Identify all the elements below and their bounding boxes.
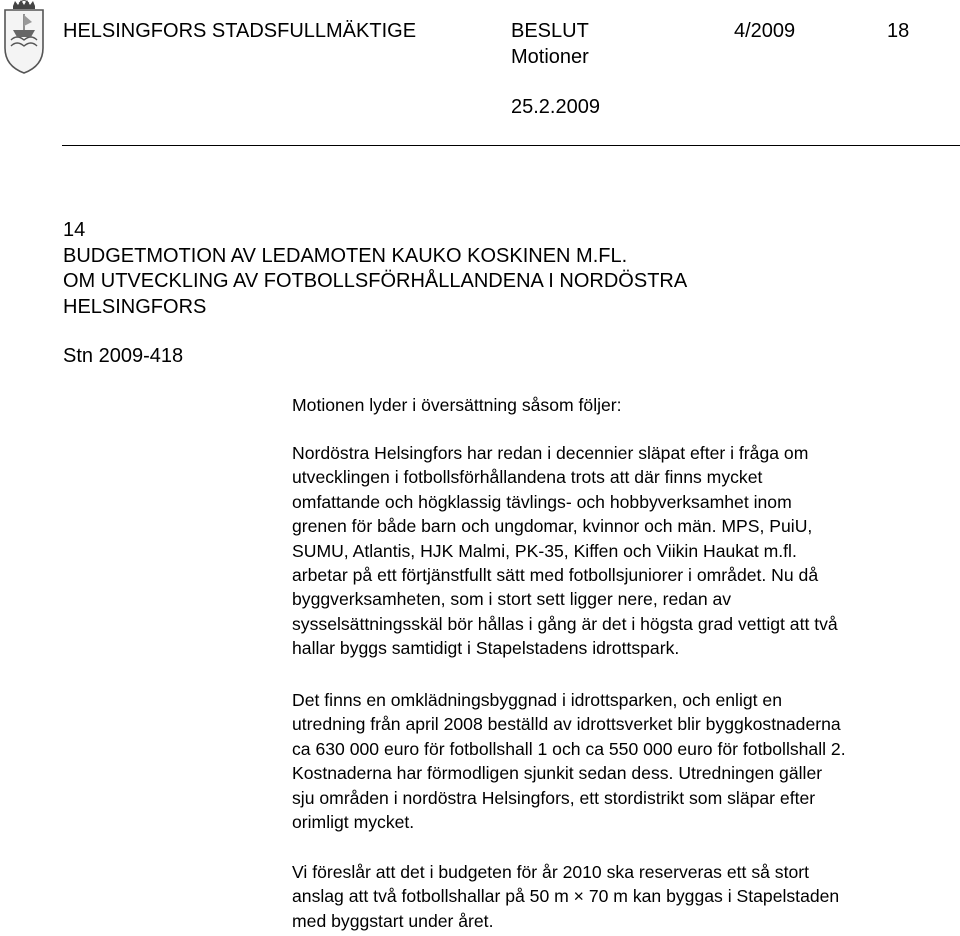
organization-name: HELSINGFORS STADSFULLMÄKTIGE [63, 20, 417, 42]
motion-intro: Motionen lyder i översättning såsom följer: [292, 395, 622, 415]
decision-label: BESLUT [511, 20, 589, 42]
paragraph-line: utredning från april 2008 beställd av idrottsverket blir byggkostnaderna [292, 714, 841, 735]
paragraph-line: arbetar på ett förtjänstfullt sätt med fotbollsjuniorer i området. Nu då [292, 565, 819, 586]
item-title-line: HELSINGFORS [63, 296, 207, 318]
item-reference: Stn 2009-418 [63, 345, 184, 367]
header-divider [62, 145, 960, 146]
item-title-line: BUDGETMOTION AV LEDAMOTEN KAUKO KOSKINEN M.FL. [63, 245, 628, 267]
paragraph-line: hallar byggs samtidigt i Stapelstadens idrottspark. [292, 638, 680, 659]
paragraph-line: utvecklingen i fotbollsförhållandena trots att där finns mycket [292, 467, 763, 488]
paragraph-line: Nordöstra Helsingfors har redan i decennier släpat efter i fråga om [292, 443, 809, 463]
paragraph-3 [292, 860, 960, 933]
paragraph-line: omfattande och högklassig tävlings- och hobbyverksamhet inom [292, 491, 792, 512]
paragraph-2 [292, 688, 960, 834]
helsinki-crest-icon [0, 0, 48, 74]
item-number: 14 [63, 219, 86, 241]
paragraph-line: byggverksamheten, som i stort sett ligger nere, redan av [292, 589, 732, 610]
paragraph-line: Vi föreslår att det i budgeten för år 2010 ska reserveras ett så stort [292, 862, 810, 882]
paragraph-line: sysselsättningsskäl bör hållas i gång är det i högsta grad vettigt att två [292, 613, 838, 634]
page-number: 18 [887, 20, 910, 42]
paragraph-line: orimligt mycket. [292, 812, 415, 833]
paragraph-line: Kostnaderna har förmodligen sjunkit sedan dess. Utredningen gäller [292, 763, 823, 784]
paragraph-line: Det finns en omklädningsbyggnad i idrottsparken, och enligt en [292, 690, 782, 710]
paragraph-line: med byggstart under året. [292, 910, 494, 931]
decision-number: 4/2009 [734, 20, 796, 42]
paragraph-line: SUMU, Atlantis, HJK Malmi, PK-35, Kiffen och Viikin Haukat m.fl. [292, 540, 797, 561]
paragraph-1 [292, 441, 960, 661]
paragraph-line: ca 630 000 euro för fotbollshall 1 och ca 550 000 euro för fotbollshall 2. [292, 738, 846, 759]
decision-date: 25.2.2009 [511, 96, 600, 118]
paragraph-line: grenen för både barn och ungdomar, kvinnor och män. MPS, PuiU, [292, 516, 813, 537]
item-title-line: OM UTVECKLING AV FOTBOLLSFÖRHÅLLANDENA I NORDÖSTRA [63, 270, 688, 292]
paragraph-line: sju områden i nordöstra Helsingfors, ett stordistrikt som släpar efter [292, 787, 816, 808]
section-label: Motioner [511, 46, 589, 68]
paragraph-line: anslag att två fotbollshallar på 50 m × 70 m kan byggas i Stapelstaden [292, 886, 840, 907]
